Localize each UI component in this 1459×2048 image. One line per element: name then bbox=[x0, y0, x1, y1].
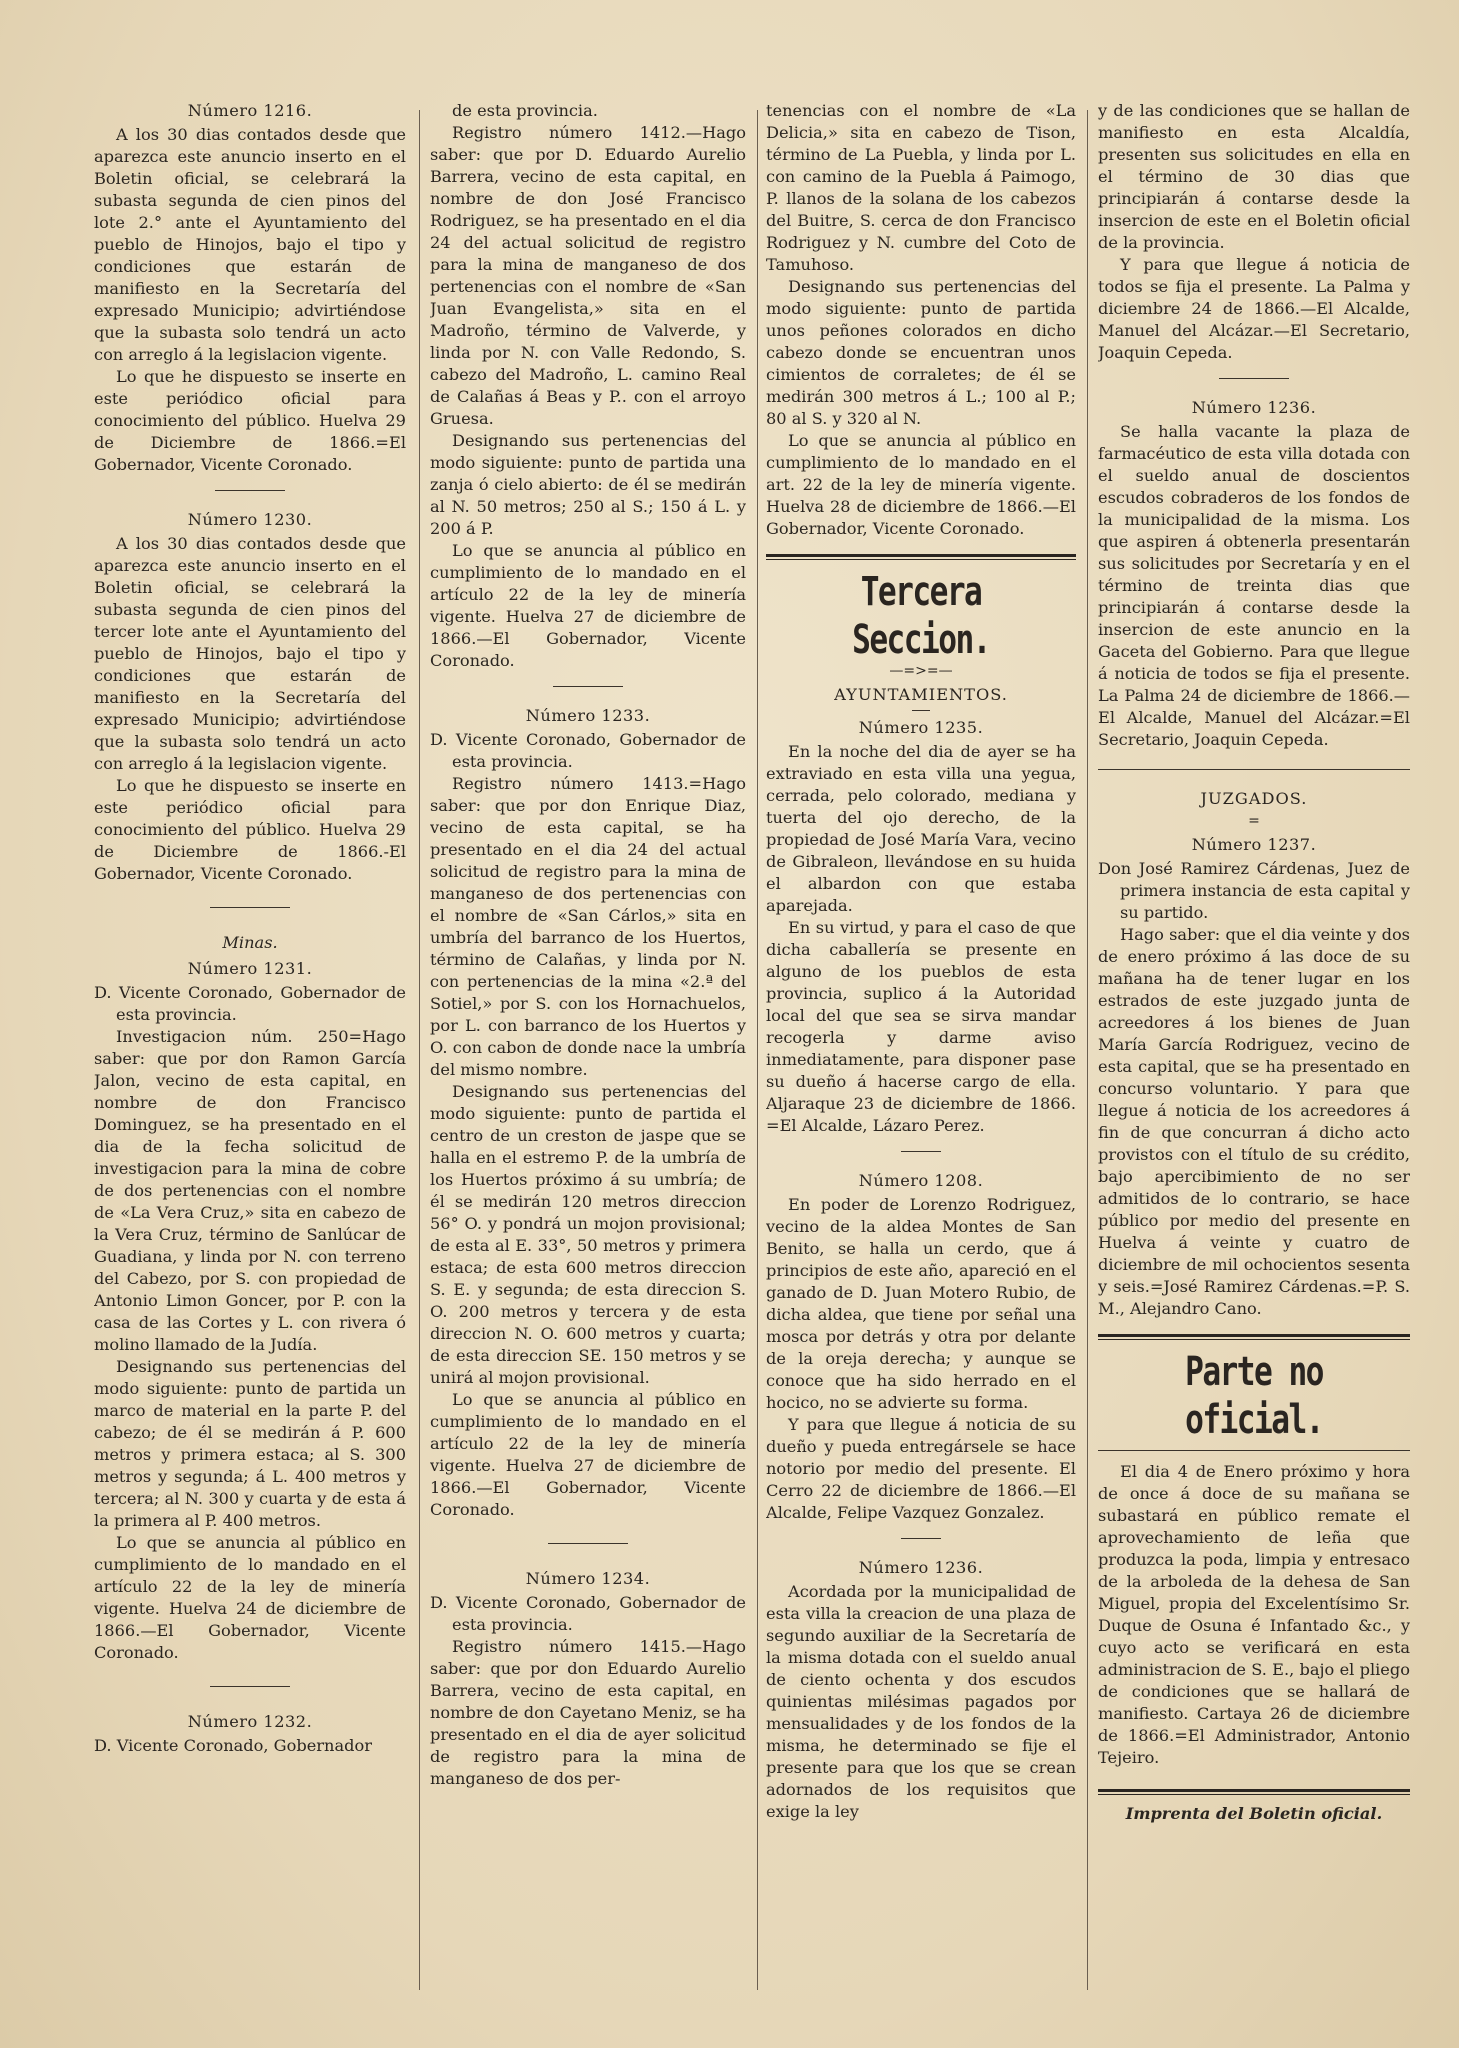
notice-paragraph: Registro número 1412.—Hago saber: que por D. Eduardo Aurelio Barrera, vecino de esta capital, en nombre de don José Francisco Rodriguez, se ha presentado en el dia 24 del actual solicitud de registro para la mina de manganeso de dos pertenencias con el nombre de «San Juan Evangelista,» sita en el Madroño, término de Valverde, y linda por N. con Valle Redondo, S. cabezo del Madroño, L. camino Real de Calañas á Beas y P.. con el arroyo Gruesa. bbox=[430, 123, 746, 428]
notice-paragraph: Investigacion núm. 250=Hago saber: que por don Ramon García Jalon, vecino de esta capital, en nombre de don Francisco Dominguez, se ha presentado en el dia de la fecha solicitud de investigacion para la mina de cobre de dos pertenencias con el nombre de «La Vera Cruz,» sita en cabezo de la Vera Cruz, término de Sanlúcar de Guadiana, y linda por N. con terreno del Cabezo, por S. con propiedad de Antonio Limon Goncer, por P. con la casa de las Cortes y L. con rivera ó molino llamado de la Judía. bbox=[94, 1027, 406, 1354]
separator bbox=[215, 490, 285, 491]
section-rule bbox=[766, 554, 1076, 560]
notice-paragraph: Lo que he dispuesto se inserte en este periódico oficial para conocimiento del público. Huelva 29 de Diciembre de 1866.=El Gobernador, Vicente Coronado. bbox=[94, 367, 406, 474]
column-3 bbox=[766, 100, 1076, 2030]
notice-number: Número 1216. bbox=[187, 101, 313, 120]
notice-paragraph: Acordada por la municipalidad de esta villa la creacion de una plaza de segundo auxiliar de la Secretaría de la misma dotada con el sueldo anual de ciento ochenta y dos escudos quinientas milésimas pagados por mensualidades y de los fondos de la misma, he determinado se fije el presente para que los que se crean adornados de los requisitos que exige la ley bbox=[766, 1582, 1076, 1821]
notice-paragraph: En su virtud, y para el caso de que dicha caballería se presente en alguno de los pueblos de esta provincia, suplico á la Autoridad local del que sea se sirva mandar recogerla y darme aviso inmediatamente, para disponer pase su dueño á hacerse cargo de ella. Aljaraque 23 de diciembre de 1866. =El Alcalde, Lázaro Perez. bbox=[766, 918, 1076, 1135]
continued-text: de esta provincia. bbox=[452, 101, 598, 120]
section-rule bbox=[1098, 1334, 1410, 1340]
notice-paragraph: Y para que llegue á noticia de su dueño y pueda entregársele se hace notorio por medio del presente. El Cerro 22 de diciembre de 1866.—El Alcalde, Felipe Vazquez Gonzalez. bbox=[766, 1415, 1076, 1522]
notice-number: Número 1234. bbox=[525, 1569, 651, 1588]
notice-heading: D. Vicente Coronado, Gobernador bbox=[94, 1736, 372, 1755]
separator bbox=[1219, 378, 1289, 379]
notice-paragraph: Registro número 1413.=Hago saber: que por don Enrique Diaz, vecino de esta capital, se ha presentado en el dia 24 del actual solicitud de registro para la mina de manganeso de dos pertenencias con el nombre de «San Cárlos,» sita en umbría del barranco de los Huertos, término de Calañas, y linda por N. con pertenencias de la mina «2.ª del Sotiel,» por S. con los Hornachuelos, por L. con barranco de los Huertos y O. con cabon de donde nace la umbría del mismo nombre. bbox=[430, 774, 746, 1079]
continued-text: y de las condiciones que se hallan de manifiesto en esta Alcaldía, presenten sus solicitudes en ella en el término de 30 dias que principiarán á contarse desde la insercion de este en el Boletin oficial de la provincia. bbox=[1098, 101, 1410, 252]
notice-paragraph: Se halla vacante la plaza de farmacéutico de esta villa dotada con el sueldo anual de doscientos escudos cobraderos de los fondos de la municipalidad de la misma. Los que aspiren á obtenerla presentarán sus solicitudes por Secretaría y en el término de treinta dias que principiarán á contarse desde la insercion de este anuncio en la Gaceta del Gobierno. Para que llegue á noticia de todos se fija el presente. La Palma 24 de diciembre de 1866.—El Alcalde, Manuel del Alcázar.=El Secretario, Joaquin Cepeda. bbox=[1098, 422, 1410, 749]
notice-paragraph: Lo que se anuncia al público en cumplimiento de lo mandado en el artículo 22 de la ley de minería vigente. Huelva 24 de diciembre de 1866.—El Gobernador, Vicente Coronado. bbox=[94, 1533, 406, 1662]
notice-number: Número 1236. bbox=[1191, 398, 1317, 417]
section-title-tercera: Tercera Seccion. bbox=[852, 569, 990, 663]
ornament: = bbox=[1248, 813, 1260, 829]
notice-paragraph: El dia 4 de Enero próximo y hora de once á doce de su mañana se subastará en público remate el aprovechamiento de leña que produzca la poda, limpia y entresaco de la arboleda de la dehesa de San Miguel, propia del Excelentísimo Sr. Duque de Osuna é Infantado &c., y cuyo acto se verificará en esta administracion de S. E., bajo el pliego de condiciones que se hallará de manifiesto. Cartaya 26 de diciembre de 1866.=El Administrador, Antonio Tejeiro. bbox=[1098, 1462, 1410, 1767]
notice-paragraph: Hago saber: que el dia veinte y dos de enero próximo á las doce de su mañana ha de tener lugar en los estrados de este juzgado junta de acreedores á los bienes de Juan María García Rodriguez, vecino de esta capital, que se ha presentado en concurso voluntario. Y para que llegue á noticia de los acreedores á fin de que concurran á dicho acto provistos con el título de su crédito, bajo apercibimiento de no ser admitidos de lo contrario, se hace público por medio del presente en Huelva á veinte y cuatro de diciembre de mil ochocientos sesenta y seis.=José Ramirez Cárdenas.=P. S. M., Alejandro Cano. bbox=[1098, 925, 1410, 1318]
subsection-heading: AYUNTAMIENTOS. bbox=[834, 685, 1008, 704]
column-1 bbox=[94, 100, 406, 2030]
notice-paragraph: Lo que se anuncia al público en cumplimiento de lo mandado en el artículo 22 de la ley de minería vigente. Huelva 27 de diciembre de 1866.—El Gobernador, Vicente Coronado. bbox=[430, 541, 746, 670]
notice-heading: D. Vicente Coronado, Gobernador de esta provincia. bbox=[430, 1593, 746, 1634]
notice-paragraph: A los 30 dias contados desde que aparezca este anuncio inserto en el Boletin oficial, se celebrará la subasta segunda de cien pinos del lote 2.° ante el Ayuntamiento del pueblo de Hinojos, bajo el tipo y condiciones que estarán de manifiesto en la Secretaría del expresado Municipio; advirtiéndose que la subasta solo tendrá un acto con arreglo á la legislacion vigente. bbox=[94, 125, 406, 364]
separator bbox=[1098, 769, 1410, 770]
column-2 bbox=[430, 100, 746, 2030]
notice-paragraph: Lo que se anuncia al público en cumplimiento de lo mandado en el art. 22 de la ley de minería vigente. Huelva 28 de diciembre de 1866.—El Gobernador, Vicente Coronado. bbox=[766, 431, 1076, 538]
section-rule bbox=[1098, 1789, 1410, 1795]
column-rule bbox=[757, 110, 758, 1990]
notice-heading: D. Vicente Coronado, Gobernador de esta provincia. bbox=[94, 983, 406, 1024]
notice-heading: D. Vicente Coronado, Gobernador de esta provincia. bbox=[430, 730, 746, 771]
continued-text: tenencias con el nombre de «La Delicia,» sita en cabezo de Tison, término de La Puebla, y linda por L. con camino de la Puebla á Paimogo, P. llanos de la solana de los cabezos del Buitre, S. cerca de don Francisco Rodriguez y N. cumbre del Coto de Tamuhoso. bbox=[766, 101, 1076, 274]
notice-paragraph: Y para que llegue á noticia de todos se fija el presente. La Palma y diciembre 24 de 1866.—El Alcalde, Manuel del Alcázar.—El Secretario, Joaquin Cepeda. bbox=[1098, 255, 1410, 362]
notice-number: Número 1236. bbox=[858, 1558, 984, 1577]
separator bbox=[1098, 1450, 1410, 1451]
ornament: —=>=— bbox=[889, 663, 953, 679]
column-rule bbox=[1087, 110, 1088, 1990]
notice-paragraph: A los 30 dias contados desde que aparezca este anuncio inserto en el Boletin oficial, se celebrará la subasta segunda de cien pinos del tercer lote ante el Ayuntamiento del pueblo de Hinojos, bajo el tipo y condiciones que estarán de manifiesto en la Secretaría del expresado Municipio; advirtiéndose que la subasta solo tendrá un acto con arreglo á la legislacion vigente. bbox=[94, 534, 406, 773]
separator bbox=[901, 1538, 941, 1539]
subsection-heading: JUZGADOS. bbox=[1200, 789, 1308, 808]
notice-number: Número 1232. bbox=[187, 1712, 313, 1731]
notice-paragraph: En la noche del dia de ayer se ha extraviado en esta villa una yegua, cerrada, pelo colorado, mediana y tuerta del ojo derecho, de la propiedad de José María Vara, vecino de Gibraleon, llevándose en su huida el albardon con que estaba aparejada. bbox=[766, 742, 1076, 915]
column-rule bbox=[419, 110, 420, 1990]
separator bbox=[912, 710, 930, 711]
notice-paragraph: Lo que se anuncia al público en cumplimiento de lo mandado en el artículo 22 de la ley de minería vigente. Huelva 27 de diciembre de 1866.—El Gobernador, Vicente Coronado. bbox=[430, 1390, 746, 1519]
notice-paragraph: Designando sus pertenencias del modo siguiente: punto de partida un marco de material en la parte P. del cabezo; de él se medirán á P. 600 metros y primera estaca; al S. 300 metros y segunda; á L. 400 metros y tercera; al N. 300 y cuarta y de esta á la primera al P. 400 metros. bbox=[94, 1357, 406, 1530]
separator bbox=[901, 1151, 941, 1152]
notice-number: Número 1237. bbox=[1191, 835, 1317, 854]
notice-paragraph: En poder de Lorenzo Rodriguez, vecino de la aldea Montes de San Benito, se halla un cerdo, que á principios de este año, apareció en el ganado de D. Juan Motero Rubio, de dicha aldea, que tiene por señal una mosca por detrás y otra por delante de la oreja derecha; y aunque se conoce que ha sido herrado en el hocico, no se advierte su forma. bbox=[766, 1195, 1076, 1412]
notice-number: Número 1231. bbox=[187, 959, 313, 978]
separator bbox=[548, 1543, 628, 1544]
section-title-parte: Parte no oficial. bbox=[1185, 1349, 1323, 1443]
notice-heading: Don José Ramirez Cárdenas, Juez de primera instancia de esta capital y su partido. bbox=[1098, 859, 1410, 922]
separator bbox=[210, 1686, 290, 1687]
printer-credit: Imprenta del Boletin oficial. bbox=[1125, 1804, 1383, 1823]
separator bbox=[210, 907, 290, 908]
separator bbox=[553, 686, 623, 687]
notice-paragraph: Designando sus pertenencias del modo siguiente: punto de partida el centro de un creston de jaspe que se halla en el estremo P. de la umbría de los Huertos próximo á su umbría; de él se medirán 120 metros direccion 56° O. y pondrá un mojon provisional; de esta al E. 33°, 50 metros y primera estaca; de esta 600 metros direccion S. E. y segunda; de esta direccion S. O. 200 metros y tercera y de esta direccion N. O. 600 metros y cuarta; de esta direccion SE. 150 metros y se unirá al mojon provisional. bbox=[430, 1082, 746, 1387]
section-heading-minas: Minas. bbox=[222, 933, 278, 952]
notice-number: Número 1230. bbox=[187, 510, 313, 529]
notice-paragraph: Designando sus pertenencias del modo siguiente: punto de partida una zanja ó cielo abierto: de él se medirán al N. 50 metros; 250 al S.; 150 á L. y 200 á P. bbox=[430, 431, 746, 538]
notice-paragraph: Registro número 1415.—Hago saber: que por don Eduardo Aurelio Barrera, vecino de esta capital, en nombre de don Cayetano Meniz, se ha presentado en el dia de ayer solicitud de registro para la mina de manganeso de dos per- bbox=[430, 1637, 746, 1788]
notice-number: Número 1233. bbox=[525, 706, 651, 725]
column-4 bbox=[1098, 100, 1410, 2030]
notice-number: Número 1208. bbox=[858, 1171, 984, 1190]
notice-number: Número 1235. bbox=[858, 718, 984, 737]
notice-paragraph: Designando sus pertenencias del modo siguiente: punto de partida unos peñones colorados en dicho cabezo donde se encuentran unos cimientos de corraletes; de él se medirán 300 metros á L.; 100 al P.; 80 al S. y 320 al N. bbox=[766, 277, 1076, 428]
notice-paragraph: Lo que he dispuesto se inserte en este periódico oficial para conocimiento del público. Huelva 29 de Diciembre de 1866.-El Gobernador, Vicente Coronado. bbox=[94, 776, 406, 883]
